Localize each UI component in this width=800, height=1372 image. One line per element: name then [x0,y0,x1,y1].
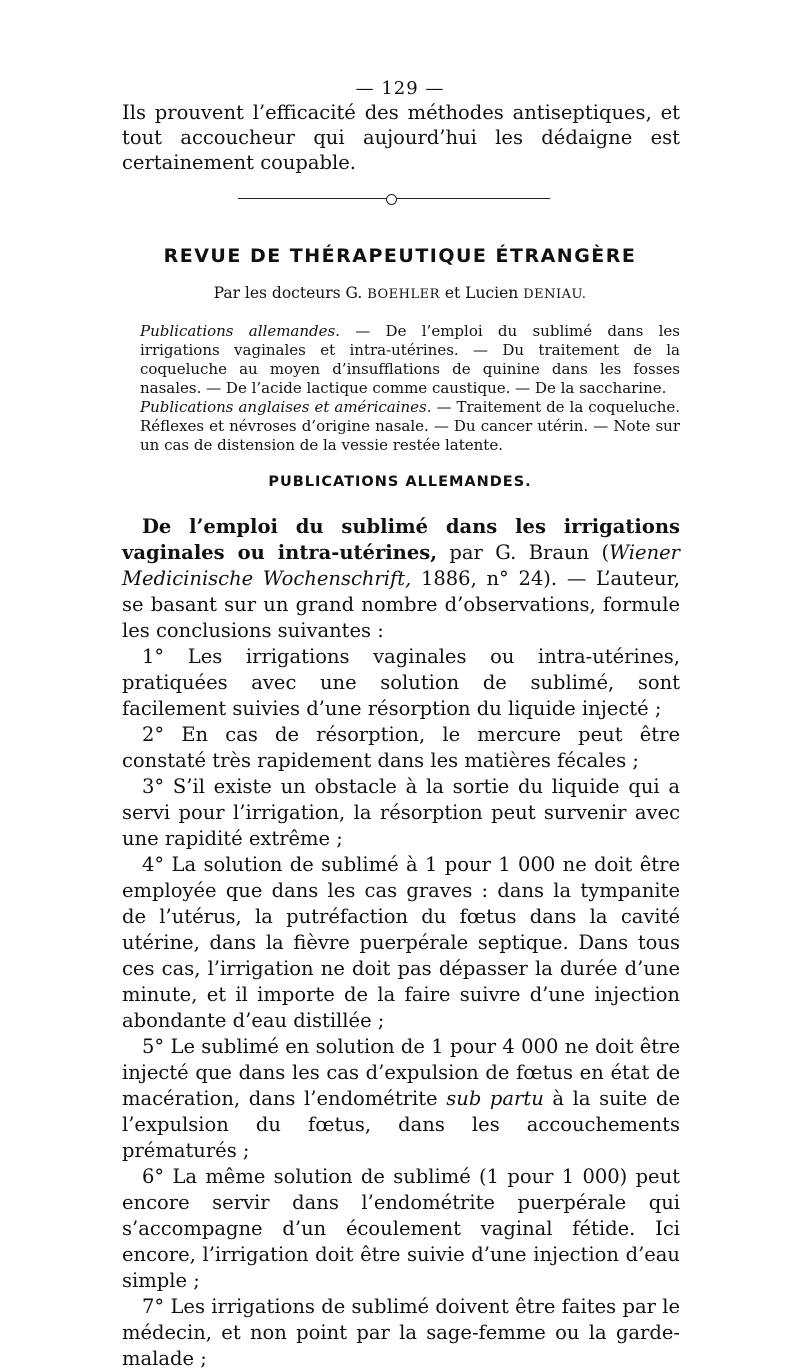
conclusion-5 [122,1034,680,1164]
summary-german [122,322,680,398]
section-separator [238,198,550,199]
conclusion-5-a: 5° Le sublimé en solution de 1 pour 4 000 ne doit être injecté que dans les cas d’expulsion de fœtus en état de macération, dans l’endométrite [122,1035,680,1110]
authors-middle: et Lucien [439,284,524,302]
section-title: REVUE DE THÉRAPEUTIQUE ÉTRANGÈRE [163,245,637,267]
conclusion-7: 7° Les irrigations de sublimé doivent être faites par le médecin, et non point par la sage-femme ou la garde-malade ; [122,1295,680,1370]
article-ref: 1886, n° 24). — L’auteur, se basant sur un grand nombre d’observations, formule les conclusions suivantes : [122,567,680,642]
section-summary [122,322,680,455]
conclusion-5-italic: sub partu [446,1087,544,1110]
subsection-title: PUBLICATIONS ALLEMANDES. [268,474,532,490]
conclusion-1: 1° Les irrigations vaginales ou intra-utérines, pratiquées avec une solution de sublimé, sont facilement suivies d’une résorption du liquide injecté ; [122,645,680,720]
conclusion-3: 3° S’il existe un obstacle à la sortie du liquide qui a servi pour l’irrigation, la résorption peut survenir avec une rapidité extrême ; [122,775,680,850]
intro-paragraph: Ils prouvent l’efficacité des méthodes antiseptiques, et tout accoucheur qui aujourd’hui les dédaigne est certainement coupable. [122,101,680,174]
article-intro [122,514,680,644]
page-number: — 129 — [355,78,445,99]
summary-german-text: — De l’emploi du sublimé dans les irrigations vaginales et intra-utérines. — Du traitement de la coqueluche au moyen d’insufflations de quinine dans les fosses nasales. — De l’acide lactique comme caustique. — De la saccharine. [140,322,680,397]
authors-line [0,284,800,302]
summary-english-text: — Traitement de la coqueluche. Réflexes et névroses d’origine nasale. — Du cancer utérin. — Note sur un cas de distension de la vessie restée latente. [140,398,681,454]
conclusion-2: 2° En cas de résorption, le mercure peut être constaté très rapidement dans les matières fécales ; [122,723,680,772]
author-boehler: BOEHLER [367,287,440,302]
article-body [122,514,680,1372]
article-title: De l’emploi du sublimé dans les irrigations vaginales ou intra-utérines, [122,515,680,564]
conclusion-5-b: à la suite de l’expulsion du fœtus, dans les accouchements prématurés ; [122,1087,680,1162]
summary-german-label: Publications allemandes. [140,322,340,340]
authors-prefix: Par les docteurs G. [213,284,368,302]
author-deniau: DENIAU. [523,287,587,302]
conclusion-4: 4° La solution de sublimé à 1 pour 1 000 ne doit être employée que dans les cas graves : dans la tympanite de l’utérus, la putréfaction du fœtus dans la cavité utérine, dans la fièvre puerpérale septique. Dans tous ces cas, l’irrigation ne doit pas dépasser la durée d’une minute, et il importe de la faire suivre d’une injection abondante d’eau distillée ; [122,853,680,1032]
article-journal: Wiener Medicinische Wochenschrift, [122,541,681,590]
summary-english-label: Publications anglaises et américaines. [140,398,432,416]
conclusion-6: 6° La même solution de sublimé (1 pour 1 000) peut encore servir dans l’endométrite puerpérale qui s’accompagne d’un écoulement vaginal fétide. Ici encore, l’irrigation doit être suivie d’une injection d’eau simple ; [122,1165,680,1292]
article-by: par G. Braun ( [437,541,610,564]
summary-english [122,398,680,455]
